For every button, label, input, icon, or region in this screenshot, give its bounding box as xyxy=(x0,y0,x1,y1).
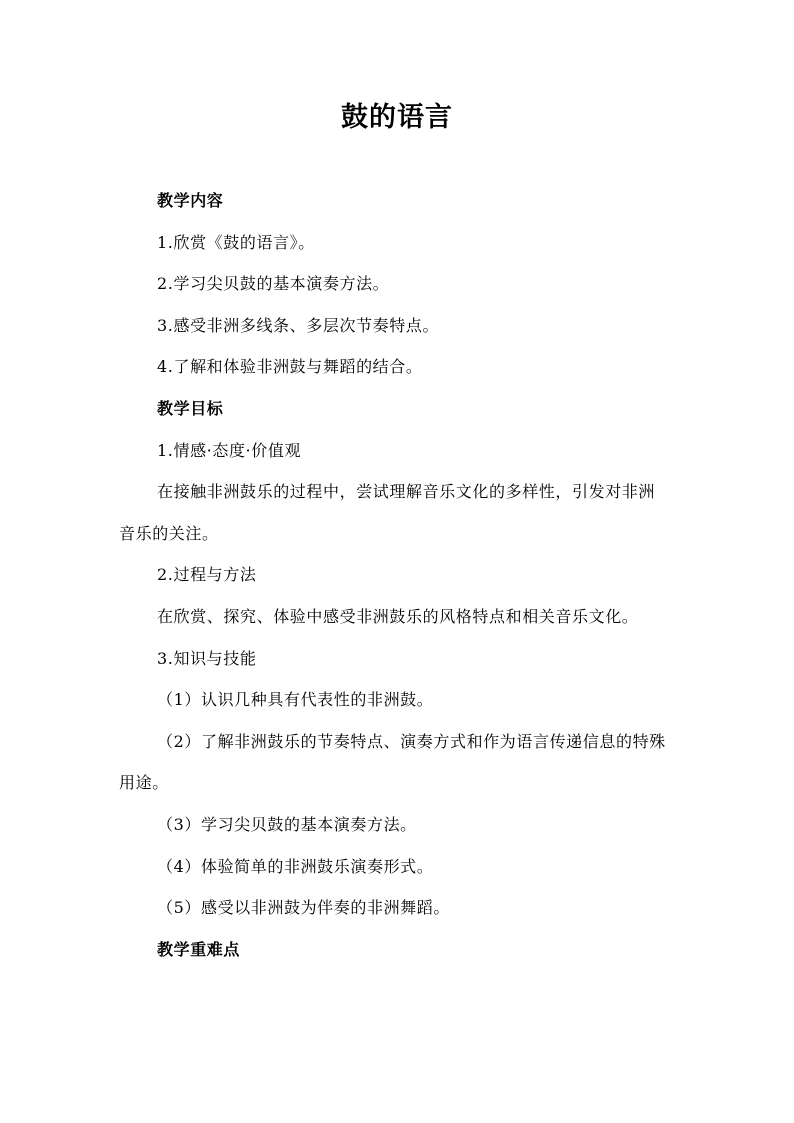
goal-subheading-3: 3.知识与技能 xyxy=(157,648,257,668)
content-item-2: 2.学习尖贝鼓的基本演奏方法。 xyxy=(157,274,390,294)
section-heading-key-difficulties: 教学重难点 xyxy=(157,939,241,959)
content-item-1: 1.欣赏《鼓的语言》。 xyxy=(157,232,315,252)
goal-subheading-2: 2.过程与方法 xyxy=(157,565,257,585)
goal-paragraph-1: 在接触非洲鼓乐的过程中，尝试理解音乐文化的多样性，引发对非洲音乐的关注。 xyxy=(119,482,656,543)
document-title: 鼓的语言 xyxy=(341,102,453,133)
section-heading-teaching-goals: 教学目标 xyxy=(157,398,224,418)
content-item-4: 4.了解和体验非洲鼓与舞蹈的结合。 xyxy=(157,357,423,377)
skill-item-1: （1）认识几种具有代表性的非洲鼓。 xyxy=(157,690,434,710)
skill-item-5: （5）感受以非洲鼓为伴奏的非洲舞蹈。 xyxy=(157,898,450,918)
document-body xyxy=(119,180,669,970)
skill-item-2: （2）了解非洲鼓乐的节奏特点、演奏方式和作为语言传递信息的特殊用途。 xyxy=(119,731,666,793)
skill-item-4: （4）体验简单的非洲鼓乐演奏形式。 xyxy=(157,856,434,876)
content-item-3: 3.感受非洲多线条、多层次节奏特点。 xyxy=(157,315,440,335)
goal-paragraph-2: 在欣赏、探究、体验中感受非洲鼓乐的风格特点和相关音乐文化。 xyxy=(157,606,639,626)
section-heading-teaching-content: 教学内容 xyxy=(157,191,224,210)
skill-item-3: （3）学习尖贝鼓的基本演奏方法。 xyxy=(157,814,417,834)
goal-subheading-1: 1.情感·态度·价值观 xyxy=(157,440,302,460)
